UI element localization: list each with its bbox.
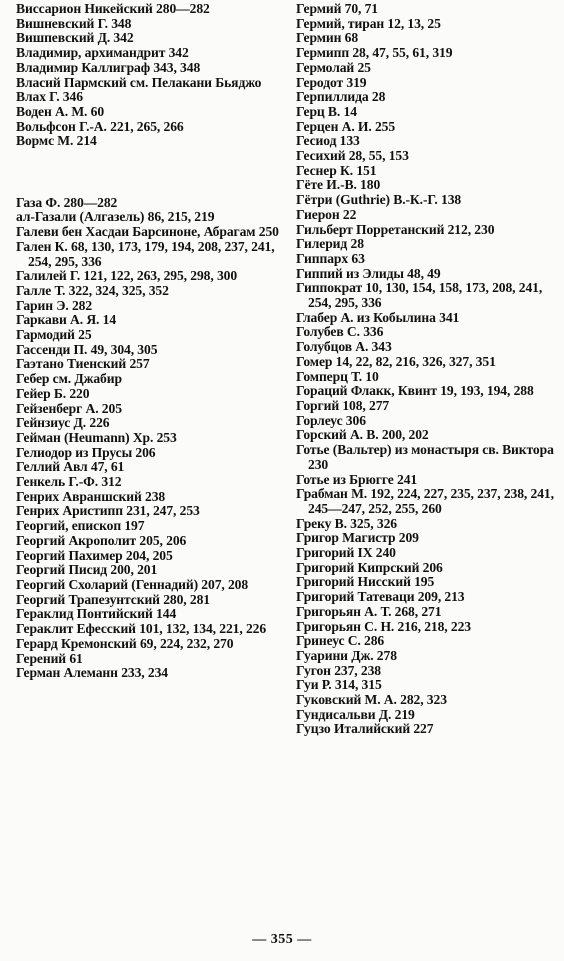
index-entry: Вольфсон Г.-А. 221, 265, 266	[16, 118, 184, 134]
index-entry: Герман Алеманн 233, 234	[16, 665, 168, 681]
index-entry: Гераклит Ефесский 101, 132, 134, 221, 226	[16, 621, 267, 637]
index-entry: Григорьян С. Н. 216, 218, 223	[296, 618, 471, 634]
index-entry: Гейер Б. 220	[16, 385, 90, 401]
index-entry: Гейнзиус Д. 226	[16, 415, 110, 431]
index-entry: Гуцзо Италийский 227	[296, 721, 434, 737]
index-entry: Георгий Писид 200, 201	[16, 562, 158, 578]
page-number: — 355 —	[252, 932, 312, 947]
index-entry: Горлеус 306	[296, 412, 366, 428]
index-entry: Владимир, архимандрит 342	[16, 45, 189, 61]
index-entry: Владимир Каллиграф 343, 348	[16, 59, 201, 75]
index-column-left	[16, 2, 284, 681]
index-entry: Гаркави А. Я. 14	[16, 312, 117, 328]
index-entry: Герард Кремонский 69, 224, 232, 270	[16, 635, 234, 651]
index-entry: Григорий IX 240	[296, 545, 396, 561]
index-entry: Гиппий из Элиды 48, 49	[296, 265, 441, 281]
index-entry: Греку В. 325, 326	[296, 515, 397, 531]
index-entry: Гебер см. Джабир	[16, 371, 122, 387]
index-entry: Влах Г. 346	[16, 89, 83, 105]
index-entry: Герений 61	[16, 650, 83, 666]
index-entry: Глабер А. из Кобылина 341	[296, 309, 460, 325]
index-column-right	[296, 2, 558, 737]
index-entry: Гомперц Т. 10	[296, 368, 379, 384]
index-entry: Гилерид 28	[296, 236, 364, 252]
index-entry: Григорий Кипрский 206	[296, 559, 443, 575]
index-entry: Герц В. 14	[296, 103, 357, 119]
index-entry: Голубцов А. 343	[296, 339, 392, 355]
index-entry: Гуи Р. 314, 315	[296, 677, 382, 693]
index-entry: Гринеус С. 286	[296, 633, 385, 649]
index-entry: Гомер 14, 22, 82, 216, 326, 327, 351	[296, 353, 496, 369]
index-entry: Георгий, епископ 197	[16, 518, 145, 534]
index-entry: Гермий, тиран 12, 13, 25	[296, 15, 441, 31]
index-entry: Галилей Г. 121, 122, 263, 295, 298, 300	[16, 268, 238, 284]
index-entry: Горгий 108, 277	[296, 397, 390, 413]
index-entry: Герпиллида 28	[296, 89, 386, 105]
index-entry: Галеви бен Хасдаи Барсиноне, Абрагам 250	[16, 224, 279, 240]
index-entry: Гераклид Понтийский 144	[16, 606, 177, 622]
index-entry: Готье (Вальтер) из монастыря св. Виктора 230	[296, 442, 554, 472]
index-entry: Гармодий 25	[16, 327, 92, 343]
index-entry: Вишневский Г. 348	[16, 15, 132, 31]
index-entry: Георгий Акрополит 205, 206	[16, 532, 187, 548]
index-entry: Гиппократ 10, 130, 154, 158, 173, 208, 241, 254, 295, 336	[296, 280, 543, 311]
index-entry: Гермолай 25	[296, 59, 371, 75]
index-entry: Вишпевский Д. 342	[16, 30, 134, 46]
index-entry: Григорьян А. Т. 268, 271	[296, 603, 442, 619]
index-entry: Генрих Авраншский 238	[16, 488, 166, 504]
index-entry: Гейзенберг А. 205	[16, 400, 122, 416]
index-entry: Гундисальви Д. 219	[296, 706, 415, 722]
index-entry: Генрих Аристипп 231, 247, 253	[16, 503, 200, 519]
section-gap	[16, 165, 284, 180]
index-entry: Гермий 70, 71	[296, 1, 379, 16]
index-entry: Гесихий 28, 55, 153	[296, 148, 409, 164]
index-entry: Гесиод 133	[296, 133, 360, 149]
index-entry: Горский А. В. 200, 202	[296, 427, 429, 443]
index-entry: Гаэтано Тиенский 257	[16, 356, 150, 372]
index-entry: Виссарион Никейский 280—282	[16, 1, 210, 16]
index-entry: Гуковский М. А. 282, 323	[296, 692, 447, 708]
index-entry: Гугон 237, 238	[296, 662, 381, 678]
index-entry: Григор Магистр 209	[296, 530, 419, 546]
index-entry: Грабман М. 192, 224, 227, 235, 237, 238, 241, 245—247, 252, 255, 260	[296, 486, 554, 516]
index-entry: Григорий Татеваци 209, 213	[296, 589, 465, 605]
index-entry: Геснер К. 151	[296, 162, 377, 178]
index-entry: Гильберт Порретанский 212, 230	[296, 221, 495, 237]
index-entry: Готье из Брюгге 241	[296, 471, 418, 487]
index-entry: Генкель Г.-Ф. 312	[16, 474, 122, 490]
index-entry: Гётри (Guthrie) В.-К.-Г. 138	[296, 192, 462, 208]
index-entry: ал-Газали (Алгазель) 86, 215, 219	[16, 209, 215, 225]
index-entry: Георгий Трапезунтский 280, 281	[16, 591, 210, 607]
index-entry: Герцен А. И. 255	[296, 118, 396, 134]
index-entry: Гарин Э. 282	[16, 297, 93, 313]
index-entry: Гёте И.-В. 180	[296, 177, 381, 193]
index-entry: Григорий Нисский 195	[296, 574, 435, 590]
index-entry: Гален К. 68, 130, 173, 179, 194, 208, 237, 241, 254, 295, 336	[16, 238, 275, 269]
index-entry: Гермин 68	[296, 30, 359, 46]
index-entry: Гиерон 22	[296, 206, 357, 222]
index-entry: Геродот 319	[296, 74, 367, 90]
index-entry: Власий Пармский см. Пелакани Бьяджо	[16, 74, 262, 90]
index-entry: Газа Ф. 280—282	[16, 194, 118, 210]
index-entry: Гораций Флакк, Квинт 19, 193, 194, 288	[296, 383, 534, 399]
index-entry: Галле Т. 322, 324, 325, 352	[16, 282, 169, 298]
index-entry: Гиппарх 63	[296, 250, 365, 266]
index-entry: Георгий Пахимер 204, 205	[16, 547, 173, 563]
index-entry: Геллий Авл 47, 61	[16, 459, 125, 475]
index-entry: Георгий Схоларий (Геннадий) 207, 208	[16, 577, 249, 592]
index-entry: Голубев С. 336	[296, 324, 384, 340]
index-entry: Гуарини Дж. 278	[296, 647, 397, 663]
index-entry: Гассенди П. 49, 304, 305	[16, 341, 158, 357]
index-entry: Воден А. М. 60	[16, 103, 105, 119]
index-entry: Вормс М. 214	[16, 133, 97, 149]
index-entry: Гейман (Heumann) Хр. 253	[16, 429, 177, 445]
index-entry: Гелиодор из Прусы 206	[16, 444, 156, 460]
index-entry: Гермипп 28, 47, 55, 61, 319	[296, 45, 453, 61]
